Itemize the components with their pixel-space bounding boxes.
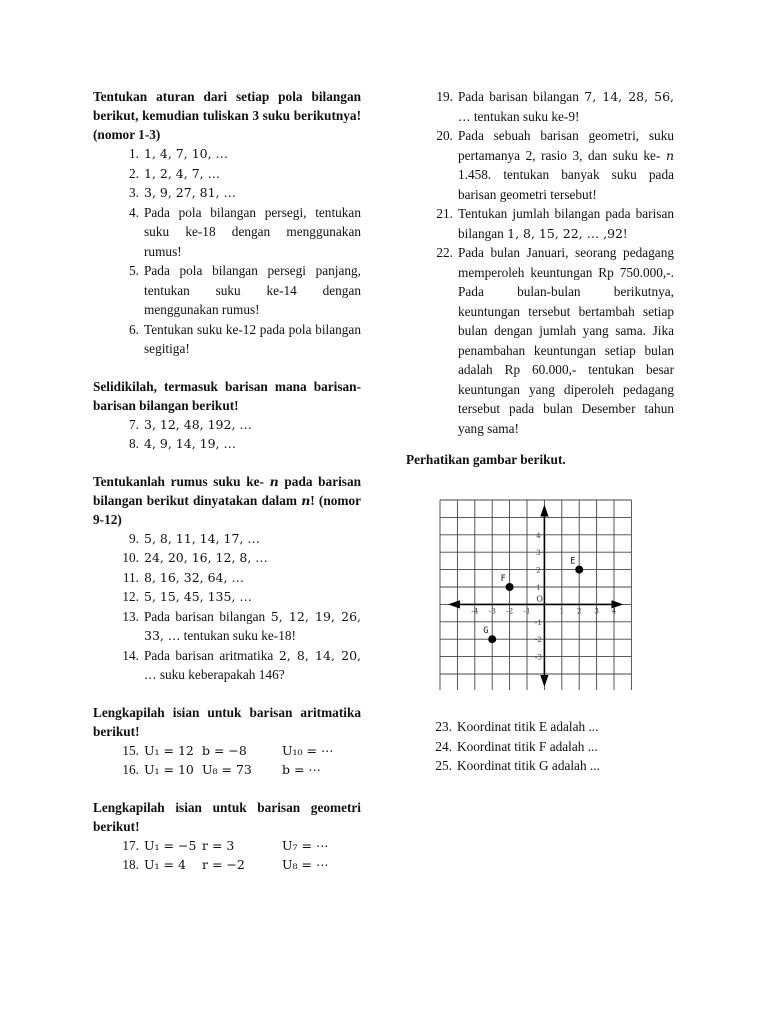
left-column (93, 87, 361, 875)
x-tick-label: -1 (523, 606, 531, 616)
question-item-19: 19. Pada barisan bilangan 7, 14, 28, 56, … tentukan suku ke-9! (436, 89, 675, 124)
point-label-g: G (483, 626, 489, 637)
figure-heading: Perhatikan gambar berikut. (406, 452, 566, 467)
question-item-7: 7. 3, 12, 48, 192, … (129, 416, 252, 432)
origin-label: O (536, 594, 543, 604)
question-item-2: 2. 1, 2, 4, 7, … (129, 165, 221, 181)
section-heading-pattern-rules: Tentukan aturan dari setiap pola bilangan berikut, kemudian tuliskan 3 suku berikutnya! (nomor 1-3) (93, 89, 361, 142)
question-item-10: 10. 24, 20, 16, 12, 8, … (122, 550, 268, 565)
question-list-1-6 (93, 144, 361, 359)
question-list-17-18 (93, 836, 361, 875)
x-tick-label: -2 (505, 606, 514, 616)
y-tick-label: -2 (534, 635, 543, 645)
point-f (506, 583, 514, 591)
question-item-1: 1. 1, 4, 7, 10, … (129, 146, 229, 161)
question-item-9: 9. 5, 8, 11, 14, 17, … (129, 530, 260, 546)
x-tick-label: -3 (488, 606, 496, 616)
question-list-15-16 (93, 741, 361, 780)
question-item-20: 20. Pada sebuah barisan geometri, suku pertamanya 2, rasio 3, dan suku ke- n 1.458. tentukan banyak suku pada barisan geometri tersebut! (436, 128, 674, 202)
x-tick-label: 3 (594, 606, 599, 616)
x-tick-label: 1 (559, 606, 565, 616)
y-axis-arrow-up (541, 507, 547, 516)
y-tick-label: -3 (534, 652, 543, 662)
question-item-17: 17. U₁ = −5 r = 3 U₇ = ⋯ (122, 837, 329, 853)
section-heading-arithmetic: Lengkapilah isian untuk barisan aritmatika berikut! (93, 704, 361, 739)
question-item-11: 11. 8, 16, 32, 64, … (122, 569, 244, 585)
question-item-14: 14. Pada barisan aritmatika 2, 8, 14, 20, … suku keberapakah 146? (122, 647, 362, 682)
question-item-25: 25. Koordinat titik G adalah ... (435, 758, 600, 773)
x-tick-label: 4 (611, 606, 617, 616)
x-tick-label: -4 (471, 606, 479, 616)
question-item-23: 23. Koordinat titik E adalah ... (435, 719, 599, 734)
point-e (575, 566, 583, 574)
question-item-4: 4. Pada pola bilangan persegi, tentukan suku ke-18 dengan menggunakan rumus! (129, 204, 361, 259)
point-label-f: F (500, 574, 506, 584)
y-tick-label: 1 (536, 583, 541, 592)
right-column (406, 87, 674, 469)
question-list-9-14 (93, 529, 361, 685)
question-item-16: 16. U₁ = 10 U₈ = 73 b = ⋯ (122, 762, 321, 777)
point-label-e: E (570, 556, 576, 567)
question-list-19-22 (406, 87, 674, 438)
section-heading-sequence-type: Selidikilah, termasuk barisan mana barisan-barisan bilangan berikut! (93, 378, 361, 413)
y-tick-label: -1 (534, 617, 543, 627)
y-tick-label: 3 (536, 548, 541, 558)
question-item-12: 12. 5, 15, 45, 135, … (122, 589, 252, 604)
question-item-3: 3. 3, 9, 27, 81, … (129, 185, 237, 200)
x-axis-arrow-left (450, 601, 459, 607)
question-item-6: 6. Tentukan suku ke-12 pada pola bilangan segitiga! (129, 321, 361, 356)
y-tick-label: 4 (536, 530, 541, 540)
point-g (488, 635, 496, 643)
section-heading-nth-term: Tentukanlah rumus suku ke- n pada barisan bilangan berikut dinyatakan dalam n! (nomor 9-12) (93, 473, 362, 527)
question-item-15: 15. U₁ = 12 b = −8 U₁₀ = ⋯ (122, 742, 334, 758)
question-item-18: 18. U₁ = 4 r = −2 U₈ = ⋯ (122, 857, 329, 872)
question-item-5: 5. Pada pola bilangan persegi panjang, tentukan suku ke-14 dengan menggunakan rumus! (129, 263, 361, 317)
question-item-24: 24. Koordinat titik F adalah ... (435, 738, 598, 754)
question-item-8: 8. 4, 9, 14, 19, … (129, 436, 237, 451)
question-item-22: 22. Pada bulan Januari, seorang pedagang memperoleh keuntungan Rp 750.000,-. Pada bulan-bulan berikutnya, keuntungan tersebut bertambah setiap bulan dengan jumlah yang sama. Jika penambahan keuntungan setiap bulan adalah Rp 60.000,- tentukan besar keuntungan yang diperoleh pedagang tersebut pada bulan Desember tahun yang sama! (436, 245, 674, 436)
question-item-13: 13. Pada barisan bilangan 5, 12, 19, 26, 33, … tentukan suku ke-18! (122, 608, 361, 643)
y-axis-arrow-down (541, 676, 547, 685)
y-tick-label: 2 (536, 565, 541, 575)
coordinate-questions (406, 717, 674, 776)
section-heading-geometric: Lengkapilah isian untuk barisan geometri berikut! (93, 799, 361, 834)
question-item-21: 21. Tentukan jumlah bilangan pada barisan bilangan 1, 8, 15, 22, … ,92! (436, 206, 674, 241)
x-tick-label: 2 (576, 606, 582, 616)
coordinate-plane (438, 498, 643, 690)
question-list-7-8 (93, 415, 361, 454)
